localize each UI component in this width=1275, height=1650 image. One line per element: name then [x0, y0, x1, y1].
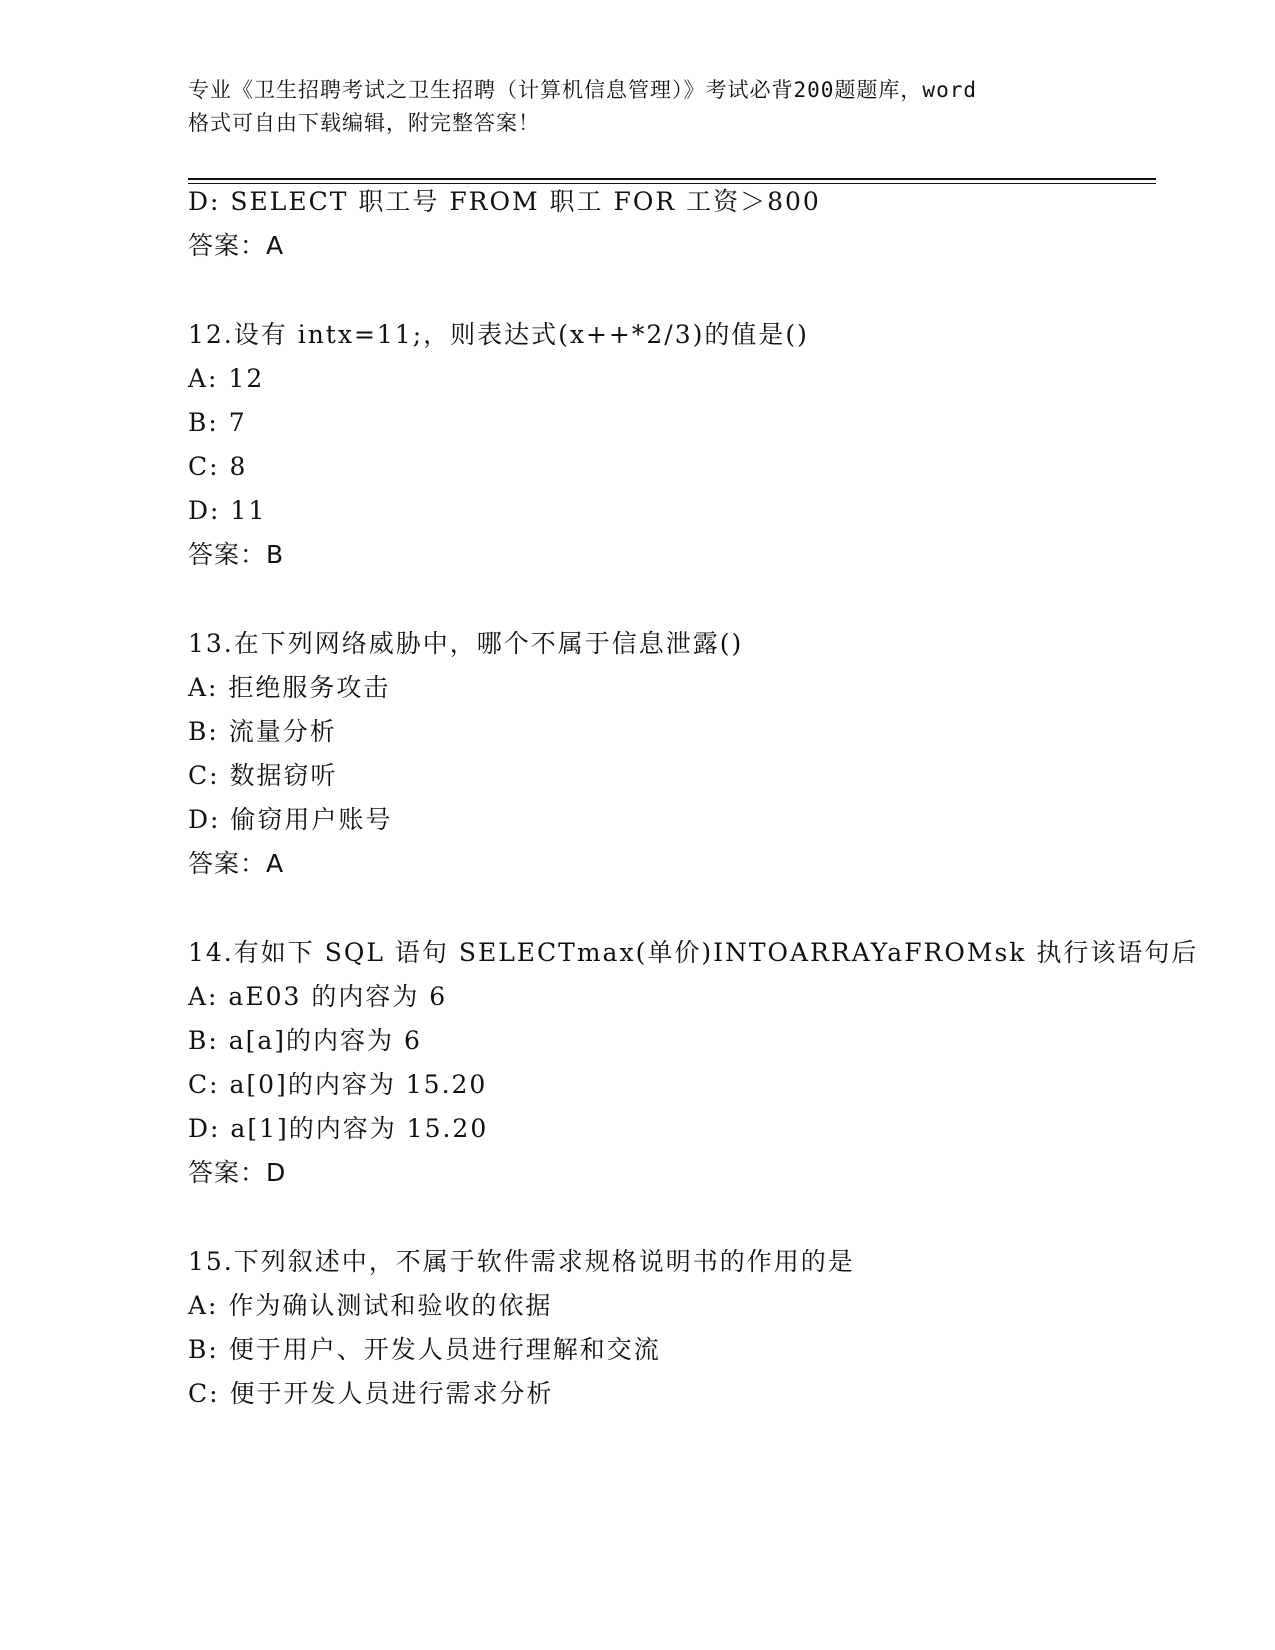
q12-option-a: A: 12	[188, 364, 265, 393]
q13-option-b: B: 流量分析	[188, 717, 337, 746]
document-header	[188, 74, 1088, 140]
q14-answer: 答案：D	[188, 1158, 287, 1187]
q15-option-a: A: 作为确认测试和验收的依据	[188, 1291, 553, 1320]
header-line-1: 专业《卫生招聘考试之卫生招聘（计算机信息管理）》考试必背200题题库，word	[188, 78, 977, 102]
q14-question: 14.有如下 SQL 语句 SELECTmax(单价)INTOARRAYaFROMsk 执行该语句后	[188, 938, 1199, 967]
header-line-2: 格式可自由下载编辑，附完整答案！	[188, 111, 540, 135]
header-divider-thin	[188, 183, 1156, 184]
q13-option-d: D: 偷窃用户账号	[188, 805, 393, 834]
q11-option-d: D: SELECT 职工号 FROM 职工 FOR 工资＞800	[188, 187, 821, 216]
q13-question: 13.在下列网络威胁中，哪个不属于信息泄露()	[188, 629, 744, 658]
q14-option-b: B: a[a]的内容为 6	[188, 1026, 422, 1055]
q12-option-c: C: 8	[188, 452, 248, 481]
q11-answer: 答案：A	[188, 231, 285, 260]
q15-question: 15.下列叙述中，不属于软件需求规格说明书的作用的是	[188, 1247, 855, 1276]
q15-option-b: B: 便于用户、开发人员进行理解和交流	[188, 1335, 661, 1364]
header-divider-thick	[188, 178, 1156, 180]
q12-question: 12.设有 intx=11;，则表达式(x++*2/3)的值是()	[188, 320, 809, 349]
q12-option-b: B: 7	[188, 408, 247, 437]
q13-answer: 答案：A	[188, 849, 285, 878]
q15-option-c: C: 便于开发人员进行需求分析	[188, 1379, 554, 1408]
q12-option-d: D: 11	[188, 496, 267, 525]
q12-answer: 答案：B	[188, 540, 285, 569]
q14-option-d: D: a[1]的内容为 15.20	[188, 1114, 489, 1143]
q13-option-c: C: 数据窃听	[188, 761, 338, 790]
q14-option-a: A: aE03 的内容为 6	[188, 982, 448, 1011]
q14-option-c: C: a[0]的内容为 15.20	[188, 1070, 488, 1099]
q13-option-a: A: 拒绝服务攻击	[188, 673, 391, 702]
